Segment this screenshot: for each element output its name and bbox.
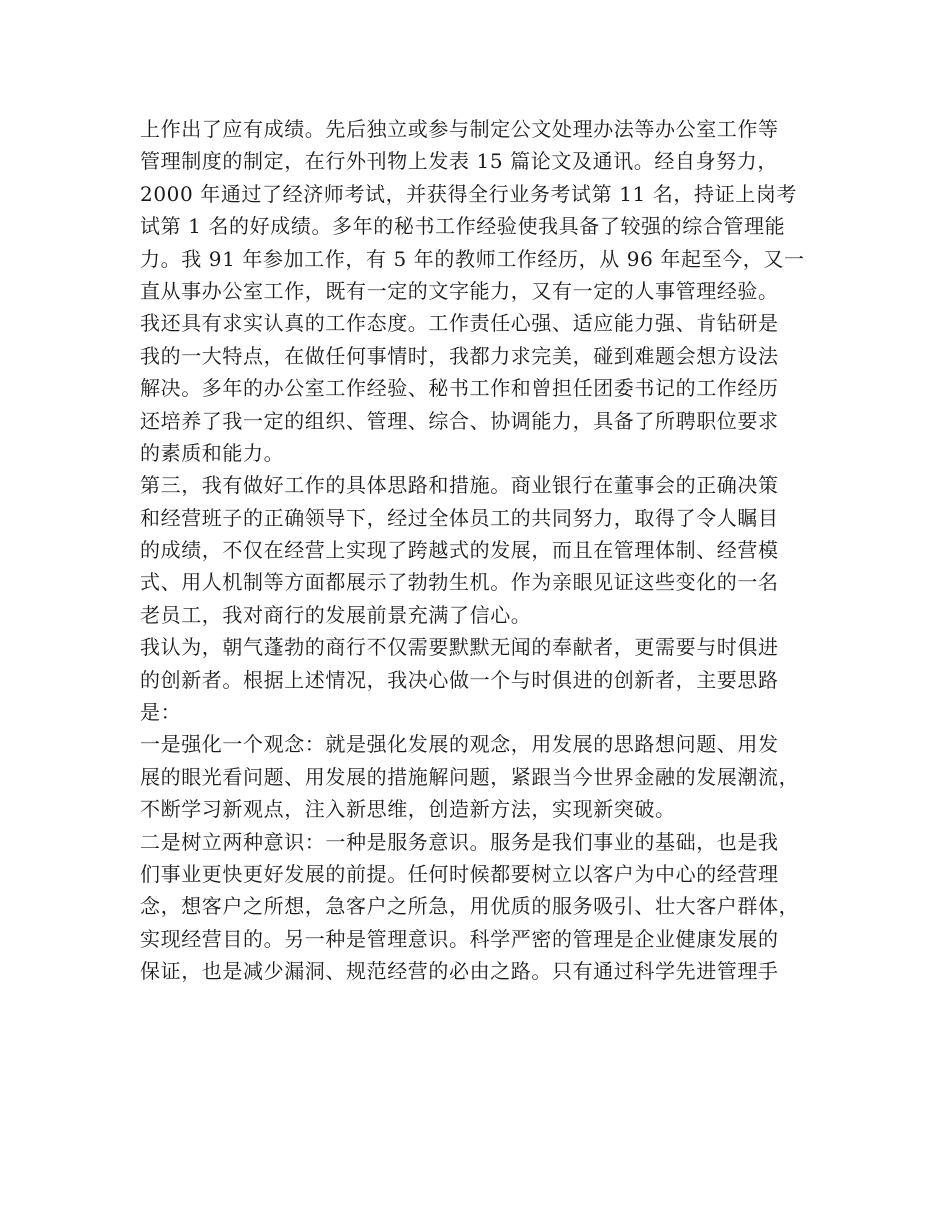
text-line: 实现经营目的。另一种是管理意识。科学严密的管理是企业健康发展的: [140, 926, 779, 951]
text-line: 我的一大特点，在做任何事情时，我都力求完美，碰到难题会想方设法: [140, 343, 779, 368]
text-line: 解决。多年的办公室工作经验、秘书工作和曾担任团委书记的工作经历: [140, 376, 779, 401]
text-line: 不断学习新观点，注入新思维，创造新方法，实现新突破。: [140, 797, 676, 822]
text-line: 二是树立两种意识：一种是服务意识。服务是我们事业的基础，也是我: [140, 829, 779, 854]
text-line: 我还具有求实认真的工作态度。工作责任心强、适应能力强、肯钻研是: [140, 311, 779, 336]
text-line: 式、用人机制等方面都展示了勃勃生机。作为亲眼见证这些变化的一名: [140, 570, 779, 595]
text-line: 念，想客户之所想，急客户之所急，用优质的服务吸引、壮大客户群体，: [140, 894, 800, 919]
text-line: 还培养了我一定的组织、管理、综合、协调能力，具备了所聘职位要求: [140, 408, 779, 433]
text-line: 我认为，朝气蓬勃的商行不仅需要默默无闻的奉献者，更需要与时俱进: [140, 635, 779, 660]
text-line: 上作出了应有成绩。先后独立或参与制定公文处理办法等办公室工作等: [140, 117, 779, 141]
text-line: 管理制度的制定，在行外刊物上发表 15 篇论文及通讯。经自身努力，: [140, 149, 778, 174]
text-line: 2000 年通过了经济师考试，并获得全行业务考试第 11 名，持证上岗考: [140, 181, 798, 206]
text-line: 展的眼光看问题、用发展的措施解问题，紧跟当今世界金融的发展潮流，: [140, 764, 800, 789]
text-line: 保证，也是减少漏洞、规范经营的必由之路。只有通过科学先进管理手: [140, 959, 779, 984]
text-line: 是：: [140, 700, 182, 725]
text-line: 力。我 91 年参加工作，有 5 年的教师工作经历，从 96 年起至今，又一: [140, 246, 805, 271]
text-line: 直从事办公室工作，既有一定的文字能力，又有一定的人事管理经验。: [140, 278, 779, 303]
text-line: 和经营班子的正确领导下，经过全体员工的共同努力，取得了令人瞩目: [140, 505, 779, 530]
text-line: 的创新者。根据上述情况，我决心做一个与时俱进的创新者，主要思路: [140, 667, 779, 692]
text-line: 试第 1 名的好成绩。多年的秘书工作经验使我具备了较强的综合管理能: [140, 214, 786, 239]
text-line: 的成绩，不仅在经营上实现了跨越式的发展，而且在管理体制、经营模: [140, 538, 779, 563]
text-line: 第三，我有做好工作的具体思路和措施。商业银行在董事会的正确决策: [140, 473, 779, 498]
text-line: 的素质和能力。: [140, 440, 285, 465]
text-line: 们事业更快更好发展的前提。任何时候都要树立以客户为中心的经营理: [140, 861, 779, 886]
body-text: [140, 113, 820, 988]
text-line: 一是强化一个观念：就是强化发展的观念，用发展的思路想问题、用发: [140, 732, 779, 757]
text-line: 老员工，我对商行的发展前景充满了信心。: [140, 602, 532, 627]
